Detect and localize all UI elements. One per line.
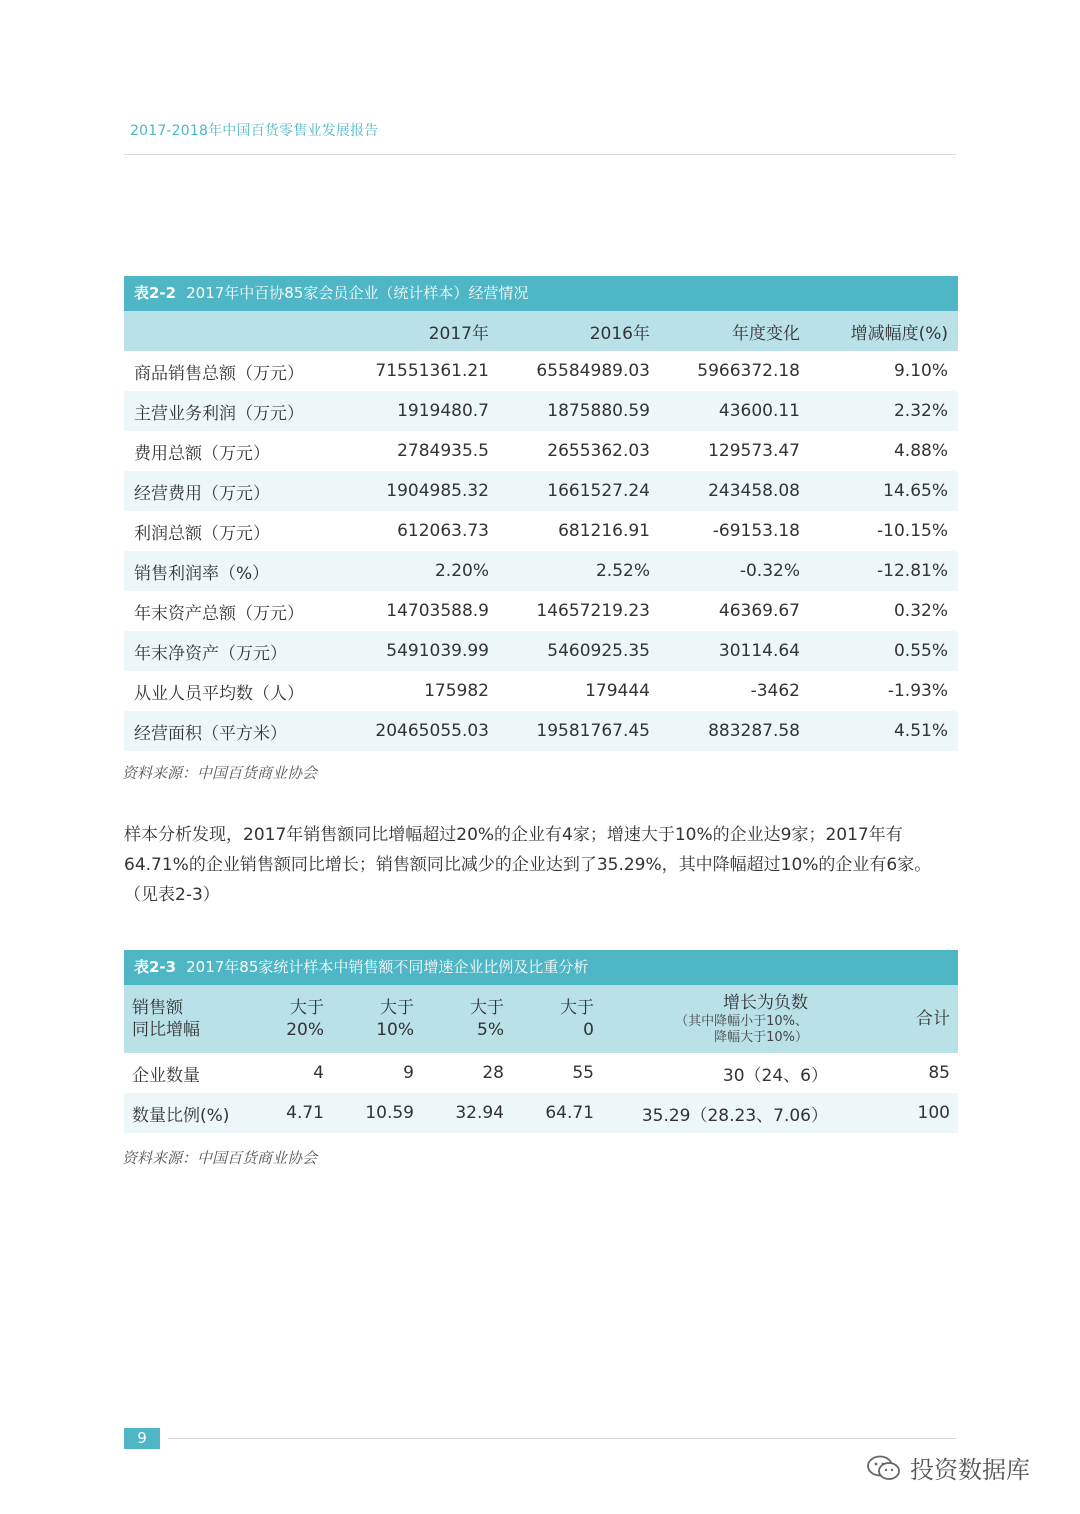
table-row bbox=[124, 591, 958, 631]
cell: 2784935.5 bbox=[397, 441, 489, 461]
cell: 14703588.9 bbox=[386, 601, 489, 621]
table1-caption-number: 表2-2 bbox=[134, 284, 177, 302]
cell: 35.29（28.23、7.06） bbox=[602, 1093, 868, 1133]
cell: 14657219.23 bbox=[536, 601, 650, 621]
table-row bbox=[124, 431, 958, 471]
cell: 1875880.59 bbox=[499, 391, 660, 431]
cell: -1.93% bbox=[887, 681, 948, 701]
row-label: 商品销售总额（万元） bbox=[134, 363, 304, 384]
row-label: 销售利润率（%） bbox=[124, 551, 334, 591]
cell: 32.94 bbox=[422, 1093, 512, 1133]
row-label: 主营业务利润（万元） bbox=[124, 391, 334, 431]
table2-header-cell bbox=[252, 985, 332, 1053]
report-header-title: 2017-2018年中国百货零售业发展报告 bbox=[130, 123, 379, 139]
table2-header-negative bbox=[602, 985, 868, 1053]
cell: 20465055.03 bbox=[334, 711, 499, 751]
cell: -3462 bbox=[750, 681, 800, 701]
cell: 71551361.21 bbox=[375, 361, 489, 381]
table1 bbox=[124, 311, 958, 751]
cell: 55 bbox=[572, 1063, 594, 1083]
cell: 28 bbox=[482, 1063, 504, 1083]
cell: 883287.58 bbox=[660, 711, 810, 751]
header-note: （其中降幅小于10%、 bbox=[675, 1014, 808, 1029]
cell: 5460925.35 bbox=[499, 631, 660, 671]
cell: 100 bbox=[868, 1093, 958, 1133]
paragraph-line: 样本分析发现，2017年销售额同比增幅超过20%的企业有4家；增速大于10%的企业达9家；2017年有 bbox=[124, 825, 903, 845]
row-label: 经营费用（万元） bbox=[124, 471, 334, 511]
cell: 612063.73 bbox=[397, 521, 489, 541]
table1-source-note: 资料来源：中国百货商业协会 bbox=[122, 764, 318, 782]
watermark bbox=[866, 1450, 1030, 1485]
table-row bbox=[124, 391, 958, 431]
row-label: 数量比例(%) bbox=[124, 1093, 252, 1133]
header-line: 20% bbox=[286, 1020, 324, 1040]
row-label: 从业人员平均数（人） bbox=[134, 683, 304, 704]
table2-header-row bbox=[124, 985, 958, 1053]
table1-header-cell: 增减幅度(%) bbox=[810, 311, 958, 351]
cell: 0.32% bbox=[893, 601, 948, 621]
header-line: 同比增幅 bbox=[132, 1020, 200, 1040]
watermark-text: 投资数据库 bbox=[910, 1456, 1030, 1484]
table2 bbox=[124, 985, 958, 1133]
table1-header-cell: 2016年 bbox=[499, 311, 660, 351]
cell: 9.10% bbox=[893, 361, 948, 381]
cell: 2.52% bbox=[499, 551, 660, 591]
wechat-icon bbox=[866, 1454, 902, 1482]
table-row bbox=[124, 1053, 958, 1093]
header-line: 增长为负数 bbox=[723, 993, 808, 1013]
cell: -12.81% bbox=[810, 551, 958, 591]
table-row bbox=[124, 551, 958, 591]
row-label: 利润总额（万元） bbox=[134, 523, 270, 544]
table2-header-total: 合计 bbox=[868, 985, 958, 1053]
header-line: 大于 bbox=[290, 998, 324, 1018]
cell: 4.51% bbox=[810, 711, 958, 751]
cell: 243458.08 bbox=[660, 471, 810, 511]
cell: 2655362.03 bbox=[547, 441, 650, 461]
table-row bbox=[124, 711, 958, 751]
table-row bbox=[124, 351, 958, 391]
cell: 30114.64 bbox=[660, 631, 810, 671]
cell: -0.32% bbox=[660, 551, 810, 591]
header-divider bbox=[124, 154, 956, 155]
header-line: 大于 bbox=[560, 998, 594, 1018]
cell: 2.20% bbox=[334, 551, 499, 591]
cell: 30（24、6） bbox=[722, 1065, 828, 1086]
table2-header-cell bbox=[512, 985, 602, 1053]
cell: 2.32% bbox=[810, 391, 958, 431]
table1-caption bbox=[124, 276, 958, 311]
table2-header-label bbox=[124, 985, 252, 1053]
cell: 4.88% bbox=[893, 441, 948, 461]
cell: 65584989.03 bbox=[536, 361, 650, 381]
row-label: 企业数量 bbox=[132, 1065, 200, 1086]
table-row bbox=[124, 631, 958, 671]
table2-caption-text: 2017年85家统计样本中销售额不同增速企业比例及比重分析 bbox=[186, 958, 589, 976]
header-line: 10% bbox=[376, 1020, 414, 1040]
header-line: 大于 bbox=[470, 998, 504, 1018]
table2-caption bbox=[124, 950, 958, 985]
cell: 175982 bbox=[424, 681, 489, 701]
cell: 19581767.45 bbox=[499, 711, 660, 751]
header-note: 降幅大于10%） bbox=[714, 1030, 808, 1045]
table2-caption-number: 表2-3 bbox=[134, 958, 177, 976]
footer-divider bbox=[168, 1438, 956, 1439]
header-line: 5% bbox=[477, 1020, 504, 1040]
analysis-paragraph bbox=[124, 820, 960, 910]
row-label: 年末资产总额（万元） bbox=[134, 603, 304, 624]
cell: 64.71 bbox=[512, 1093, 602, 1133]
table1-header-cell: 2017年 bbox=[334, 311, 499, 351]
table-row bbox=[124, 511, 958, 551]
cell: 5491039.99 bbox=[334, 631, 499, 671]
cell: 10.59 bbox=[332, 1093, 422, 1133]
table2-source-note: 资料来源：中国百货商业协会 bbox=[122, 1149, 318, 1167]
cell: 1919480.7 bbox=[334, 391, 499, 431]
cell: 85 bbox=[928, 1063, 950, 1083]
table-row bbox=[124, 671, 958, 711]
cell: 129573.47 bbox=[708, 441, 800, 461]
cell: 4 bbox=[313, 1063, 324, 1083]
cell: -10.15% bbox=[877, 521, 948, 541]
table1-header-cell bbox=[124, 311, 334, 351]
cell: 9 bbox=[403, 1063, 414, 1083]
table2-header-cell bbox=[422, 985, 512, 1053]
table-row bbox=[124, 1093, 958, 1133]
row-label: 费用总额（万元） bbox=[134, 443, 270, 464]
cell: 179444 bbox=[585, 681, 650, 701]
cell: 681216.91 bbox=[558, 521, 650, 541]
cell: 43600.11 bbox=[660, 391, 810, 431]
table1-header-cell: 年度变化 bbox=[660, 311, 810, 351]
header-line: 大于 bbox=[380, 998, 414, 1018]
header-line: 销售额 bbox=[132, 998, 183, 1018]
cell: 1904985.32 bbox=[334, 471, 499, 511]
cell: 5966372.18 bbox=[697, 361, 800, 381]
table1-caption-text: 2017年中百协85家会员企业（统计样本）经营情况 bbox=[186, 284, 529, 302]
paragraph-line: 64.71%的企业销售额同比增长；销售额同比减少的企业达到了35.29%，其中降幅超过10%的企业有6家。 bbox=[124, 855, 932, 875]
table-row bbox=[124, 471, 958, 511]
header-line: 0 bbox=[583, 1020, 594, 1040]
page-number: 9 bbox=[124, 1428, 160, 1449]
row-label: 经营面积（平方米） bbox=[124, 711, 334, 751]
table1-header-row bbox=[124, 311, 958, 351]
cell: -69153.18 bbox=[712, 521, 800, 541]
paragraph-line: （见表2-3） bbox=[124, 885, 220, 905]
cell: 46369.67 bbox=[718, 601, 800, 621]
cell: 1661527.24 bbox=[499, 471, 660, 511]
row-label: 年末净资产（万元） bbox=[124, 631, 334, 671]
table2-header-cell bbox=[332, 985, 422, 1053]
cell: 14.65% bbox=[810, 471, 958, 511]
cell: 0.55% bbox=[810, 631, 958, 671]
cell: 4.71 bbox=[252, 1093, 332, 1133]
